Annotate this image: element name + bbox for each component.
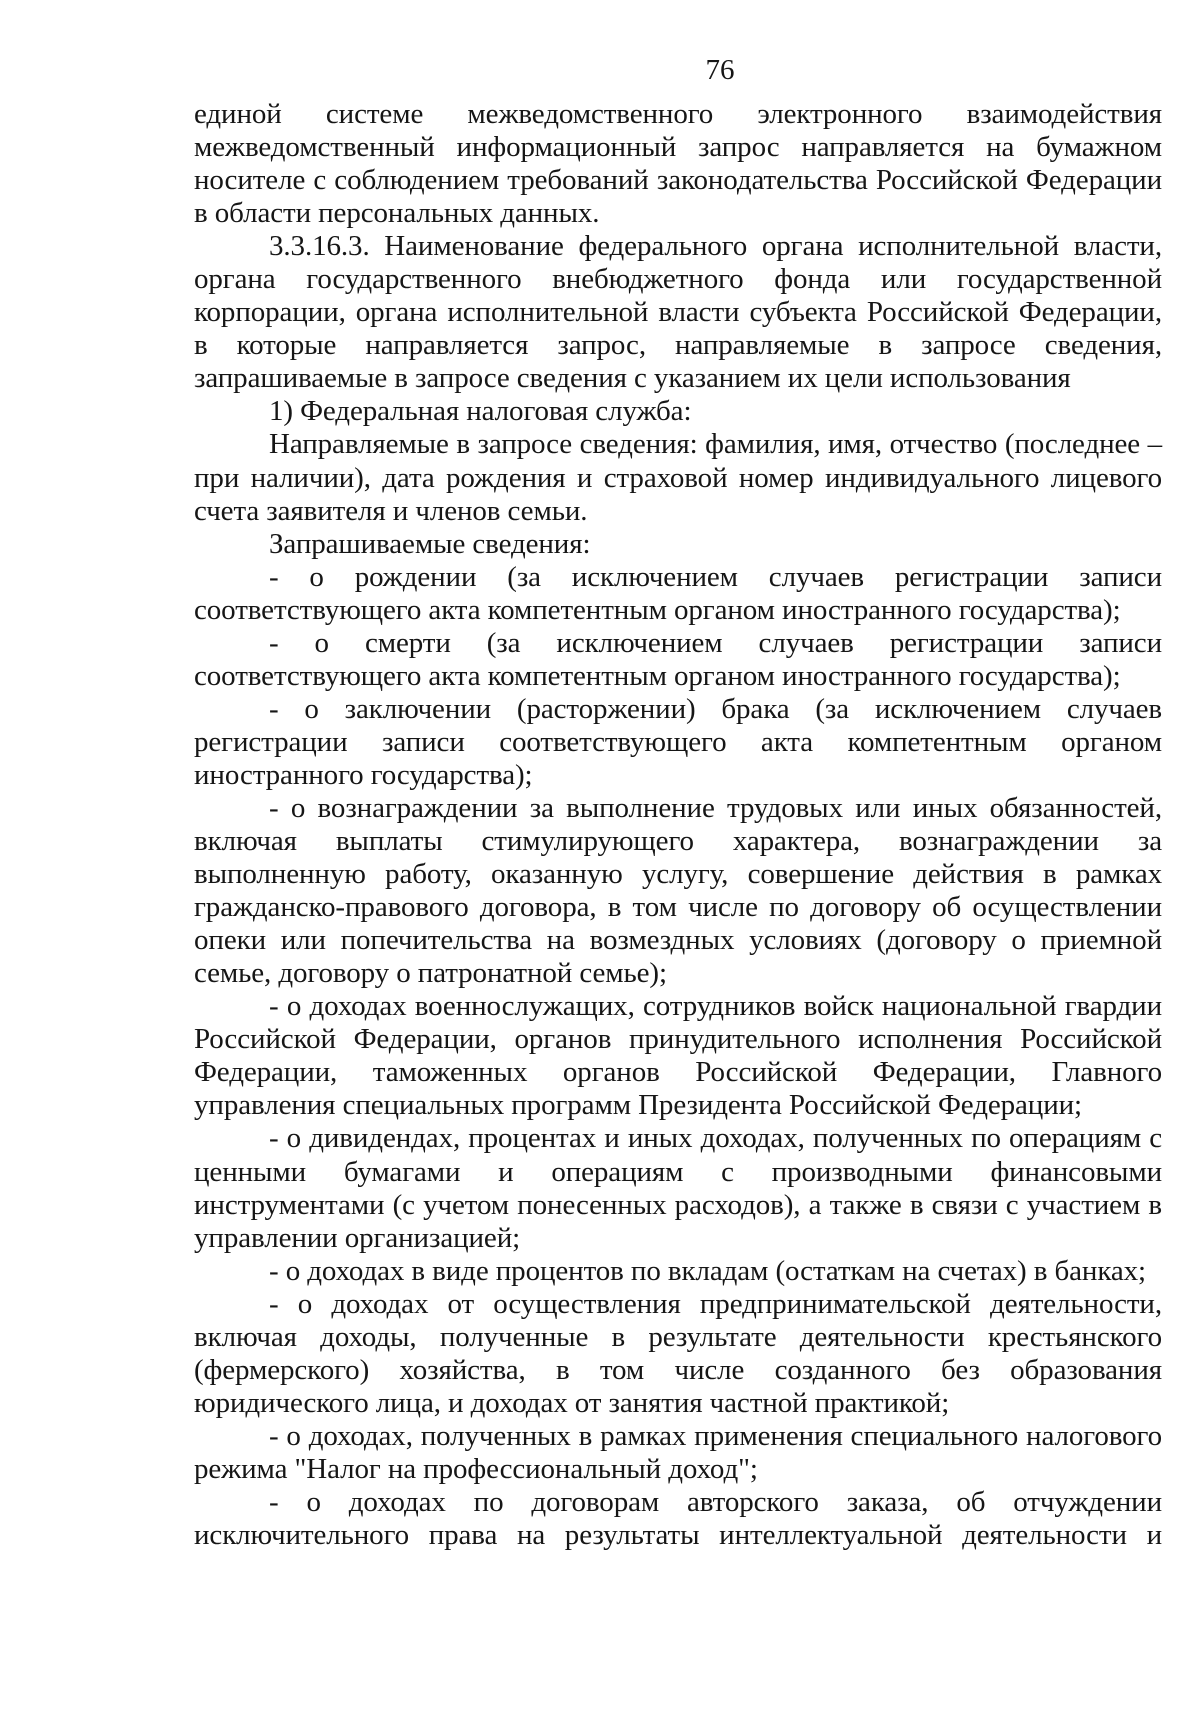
list-item-remuneration: - о вознаграждении за выполнение трудовых или иных обязанностей, включая выплаты стимулирующего характера, вознаграждении за выполненную работу, оказанную услугу, совершение действия в рамках гражданско-правового договора, в том числе по договору об осуществлении опеки или попечительства на возмездных условиях (договору о приемной семье, договору о патронатной семье); xyxy=(194,791,1162,990)
list-item-deposit-interest: - о доходах в виде процентов по вкладам (остаткам на счетах) в банках; xyxy=(269,1254,1147,1287)
list-item-military-income: - о доходах военнослужащих, сотрудников войск национальной гвардии Российской Федерации, органов принудительного исполнения Российской Федерации, таможенных органов Российской Федерации, Главного управления специальных программ Президента Российской Федерации; xyxy=(194,990,1162,1122)
paragraph-requested-data-heading: Запрашиваемые сведения: xyxy=(269,527,591,560)
document-body xyxy=(194,98,1162,1552)
list-item-marriage: - о заключении (расторжении) брака (за исключением случаев регистрации записи соответствующего акта компетентным органом иностранного государства); xyxy=(194,692,1162,791)
list-item-business-income: - о доходах от осуществления предпринимательской деятельности, включая доходы, полученные в результате деятельности крестьянского (фермерского) хозяйства, в том числе созданного без образования юридического лица, и доходах от занятия частной практикой; xyxy=(194,1287,1162,1419)
list-item-dividends: - о дивидендах, процентах и иных доходах, полученных по операциям с ценными бумагами и операциям с производными финансовыми инструментами (с учетом понесенных расходов), а также в связи с участием в управлении организацией; xyxy=(194,1122,1162,1254)
page-number: 76 xyxy=(705,54,735,86)
paragraph-section-3-3-16-3: 3.3.16.3. Наименование федерального органа исполнительной власти, органа государственного внебюджетного фонда или государственной корпорации, органа исполнительной власти субъекта Российской Федерации, в которые направляется запрос, направляемые в запросе сведения, запрашиваемые в запросе сведения с указанием их цели использования xyxy=(194,230,1162,395)
paragraph-sent-data: Направляемые в запросе сведения: фамилия, имя, отчество (последнее – при наличии), дата рождения и страховой номер индивидуального лицевого счета заявителя и членов семьи. xyxy=(194,428,1162,527)
paragraph-continuation: единой системе межведомственного электронного взаимодействия межведомственный информационный запрос направляется на бумажном носителе с соблюдением требований законодательства Российской Федерации в области персональных данных. xyxy=(194,98,1162,230)
paragraph-fns-heading: 1) Федеральная налоговая служба: xyxy=(269,395,692,428)
list-item-death: - о смерти (за исключением случаев регистрации записи соответствующего акта компетентным органом иностранного государства); xyxy=(194,626,1162,692)
list-item-birth: - о рождении (за исключением случаев регистрации записи соответствующего акта компетентным органом иностранного государства); xyxy=(194,560,1162,626)
list-item-copyright-contracts: - о доходах по договорам авторского заказа, об отчуждении исключительного права на результаты интеллектуальной деятельности и xyxy=(194,1485,1162,1552)
list-item-professional-income-tax: - о доходах, полученных в рамках применения специального налогового режима "Налог на профессиональный доход"; xyxy=(194,1419,1162,1485)
